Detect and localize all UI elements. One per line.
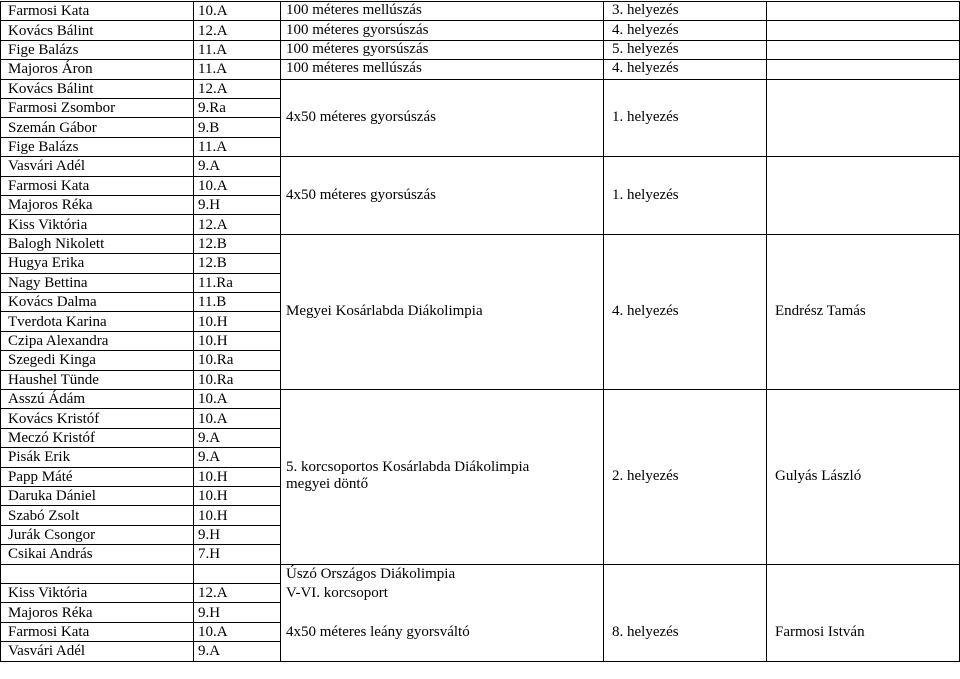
- student-name: Szabó Zsolt: [8, 508, 80, 524]
- class-code: 9.H: [198, 527, 221, 543]
- student-name: Farmosi Kata: [8, 3, 90, 19]
- class-code: 11.A: [198, 42, 228, 58]
- placement: 4. helyezés: [612, 60, 679, 76]
- placement: 2. helyezés: [612, 468, 679, 484]
- row-divider: [0, 602, 281, 603]
- student-name: Kovács Bálint: [8, 81, 94, 97]
- class-code: 12.A: [198, 23, 228, 39]
- student-name: Farmosi Kata: [8, 624, 90, 640]
- class-code: 9.Ra: [198, 100, 226, 116]
- teacher-name: Gulyás László: [775, 468, 862, 484]
- row-divider: [0, 156, 281, 157]
- column-divider: [280, 1, 281, 662]
- student-name: Vasvári Adél: [8, 643, 86, 659]
- row-divider: [0, 467, 281, 468]
- class-code: 10.H: [198, 488, 228, 504]
- student-name: Fige Balázs: [8, 42, 79, 58]
- event-name: 100 méteres mellúszás: [286, 2, 422, 18]
- student-name: Balogh Nikolett: [8, 236, 105, 252]
- student-name: Hugya Erika: [8, 255, 85, 271]
- class-code: 9.B: [198, 120, 220, 136]
- class-code: 9.H: [198, 605, 221, 621]
- event-name-line: 4x50 méteres leány gyorsváltó: [286, 624, 470, 640]
- class-code: 10.A: [198, 178, 228, 194]
- class-code: 12.B: [198, 236, 227, 252]
- row-divider: [0, 505, 281, 506]
- row-divider: [0, 311, 281, 312]
- row-divider: [0, 428, 281, 429]
- student-name: Csikai András: [8, 546, 93, 562]
- row-divider: [0, 234, 281, 235]
- event-name-line: megyei döntő: [286, 476, 369, 492]
- class-code: 10.H: [198, 333, 228, 349]
- class-code: 10.Ra: [198, 372, 234, 388]
- class-code: 10.Ra: [198, 352, 234, 368]
- student-name: Fige Balázs: [8, 139, 79, 155]
- event-name: 4x50 méteres gyorsúszás: [286, 187, 436, 203]
- event-name-line: Úszó Országos Diákolimpia: [286, 566, 456, 582]
- row-divider: [0, 564, 281, 565]
- class-code: 10.H: [198, 314, 228, 330]
- class-code: 11.A: [198, 61, 228, 77]
- row-divider: [0, 370, 281, 371]
- student-name: Kiss Viktória: [8, 217, 88, 233]
- placement: 1. helyezés: [612, 109, 679, 125]
- event-name: 100 méteres gyorsúszás: [286, 41, 429, 57]
- student-name: Vasvári Adél: [8, 158, 86, 174]
- class-code: 11.A: [198, 139, 228, 155]
- student-name: Majoros Réka: [8, 197, 93, 213]
- row-divider: [280, 389, 960, 390]
- row-divider: [0, 331, 281, 332]
- row-divider: [0, 273, 281, 274]
- row-divider: [0, 176, 281, 177]
- row-divider: [0, 20, 281, 21]
- row-divider: [280, 20, 960, 21]
- row-divider: [0, 40, 281, 41]
- class-code: 10.H: [198, 508, 228, 524]
- row-divider: [280, 156, 960, 157]
- row-divider: [280, 234, 960, 235]
- placement: 5. helyezés: [612, 41, 679, 57]
- student-name: Nagy Bettina: [8, 275, 88, 291]
- row-divider: [0, 1, 281, 2]
- student-name: Kovács Dalma: [8, 294, 97, 310]
- teacher-name: Farmosi István: [775, 624, 865, 640]
- row-divider: [0, 98, 281, 99]
- class-code: 9.A: [198, 158, 221, 174]
- placement: 1. helyezés: [612, 187, 679, 203]
- student-name: Szemán Gábor: [8, 120, 97, 136]
- row-divider: [0, 525, 281, 526]
- student-name: Daruka Dániel: [8, 488, 96, 504]
- teacher-name: Endrész Tamás: [775, 303, 866, 319]
- student-name: Farmosi Kata: [8, 178, 90, 194]
- student-name: Majoros Áron: [8, 61, 93, 77]
- event-name: 100 méteres mellúszás: [286, 60, 422, 76]
- row-divider: [0, 389, 281, 390]
- student-name: Czipa Alexandra: [8, 333, 109, 349]
- row-divider: [0, 544, 281, 545]
- student-name: Pisák Erik: [8, 449, 71, 465]
- class-code: 11.B: [198, 294, 227, 310]
- row-divider: [0, 59, 281, 60]
- column-divider: [603, 1, 604, 662]
- event-name: 4x50 méteres gyorsúszás: [286, 109, 436, 125]
- row-divider: [0, 408, 281, 409]
- class-code: 10.A: [198, 624, 228, 640]
- row-divider: [280, 661, 960, 662]
- row-divider: [0, 661, 281, 662]
- class-code: 11.Ra: [198, 275, 233, 291]
- row-divider: [0, 253, 281, 254]
- row-divider: [0, 350, 281, 351]
- column-divider: [766, 1, 767, 662]
- student-name: Kovács Kristóf: [8, 411, 100, 427]
- row-divider: [0, 292, 281, 293]
- student-name: Jurák Csongor: [8, 527, 96, 543]
- row-divider: [0, 137, 281, 138]
- placement: 4. helyezés: [612, 303, 679, 319]
- class-code: 12.B: [198, 255, 227, 271]
- row-divider: [0, 214, 281, 215]
- row-divider: [0, 622, 281, 623]
- class-code: 10.A: [198, 411, 228, 427]
- class-code: 9.H: [198, 197, 221, 213]
- row-divider: [280, 564, 960, 565]
- class-code: 9.A: [198, 643, 221, 659]
- class-code: 9.A: [198, 430, 221, 446]
- class-code: 12.A: [198, 585, 228, 601]
- event-name: 5. korcsoportos Kosárlabda Diákolimpia: [286, 459, 530, 475]
- row-divider: [0, 583, 281, 584]
- student-name: Farmosi Zsombor: [8, 100, 116, 116]
- class-code: 10.H: [198, 469, 228, 485]
- event-name: Megyei Kosárlabda Diákolimpia: [286, 303, 483, 319]
- class-code: 7.H: [198, 546, 221, 562]
- class-code: 9.A: [198, 449, 221, 465]
- row-divider: [0, 79, 281, 80]
- row-divider: [0, 447, 281, 448]
- student-name: Szegedi Kinga: [8, 352, 96, 368]
- student-name: Meczó Kristóf: [8, 430, 96, 446]
- student-name: Tverdota Karina: [8, 314, 107, 330]
- placement: 8. helyezés: [612, 624, 679, 640]
- placement: 3. helyezés: [612, 2, 679, 18]
- student-name: Papp Máté: [8, 469, 73, 485]
- class-code: 12.A: [198, 217, 228, 233]
- row-divider: [0, 195, 281, 196]
- column-divider: [0, 1, 1, 662]
- event-name-line: V-VI. korcsoport: [286, 585, 388, 601]
- class-code: 10.A: [198, 3, 228, 19]
- student-name: Kovács Bálint: [8, 23, 94, 39]
- student-name: Haushel Tünde: [8, 372, 99, 388]
- column-divider: [193, 1, 194, 662]
- student-name: Kiss Viktória: [8, 585, 88, 601]
- class-code: 10.A: [198, 391, 228, 407]
- row-divider: [0, 641, 281, 642]
- placement: 4. helyezés: [612, 22, 679, 38]
- row-divider: [280, 79, 960, 80]
- row-divider: [0, 117, 281, 118]
- student-name: Majoros Réka: [8, 605, 93, 621]
- student-name: Asszú Ádám: [8, 391, 86, 407]
- class-code: 12.A: [198, 81, 228, 97]
- event-name: 100 méteres gyorsúszás: [286, 22, 429, 38]
- row-divider: [0, 486, 281, 487]
